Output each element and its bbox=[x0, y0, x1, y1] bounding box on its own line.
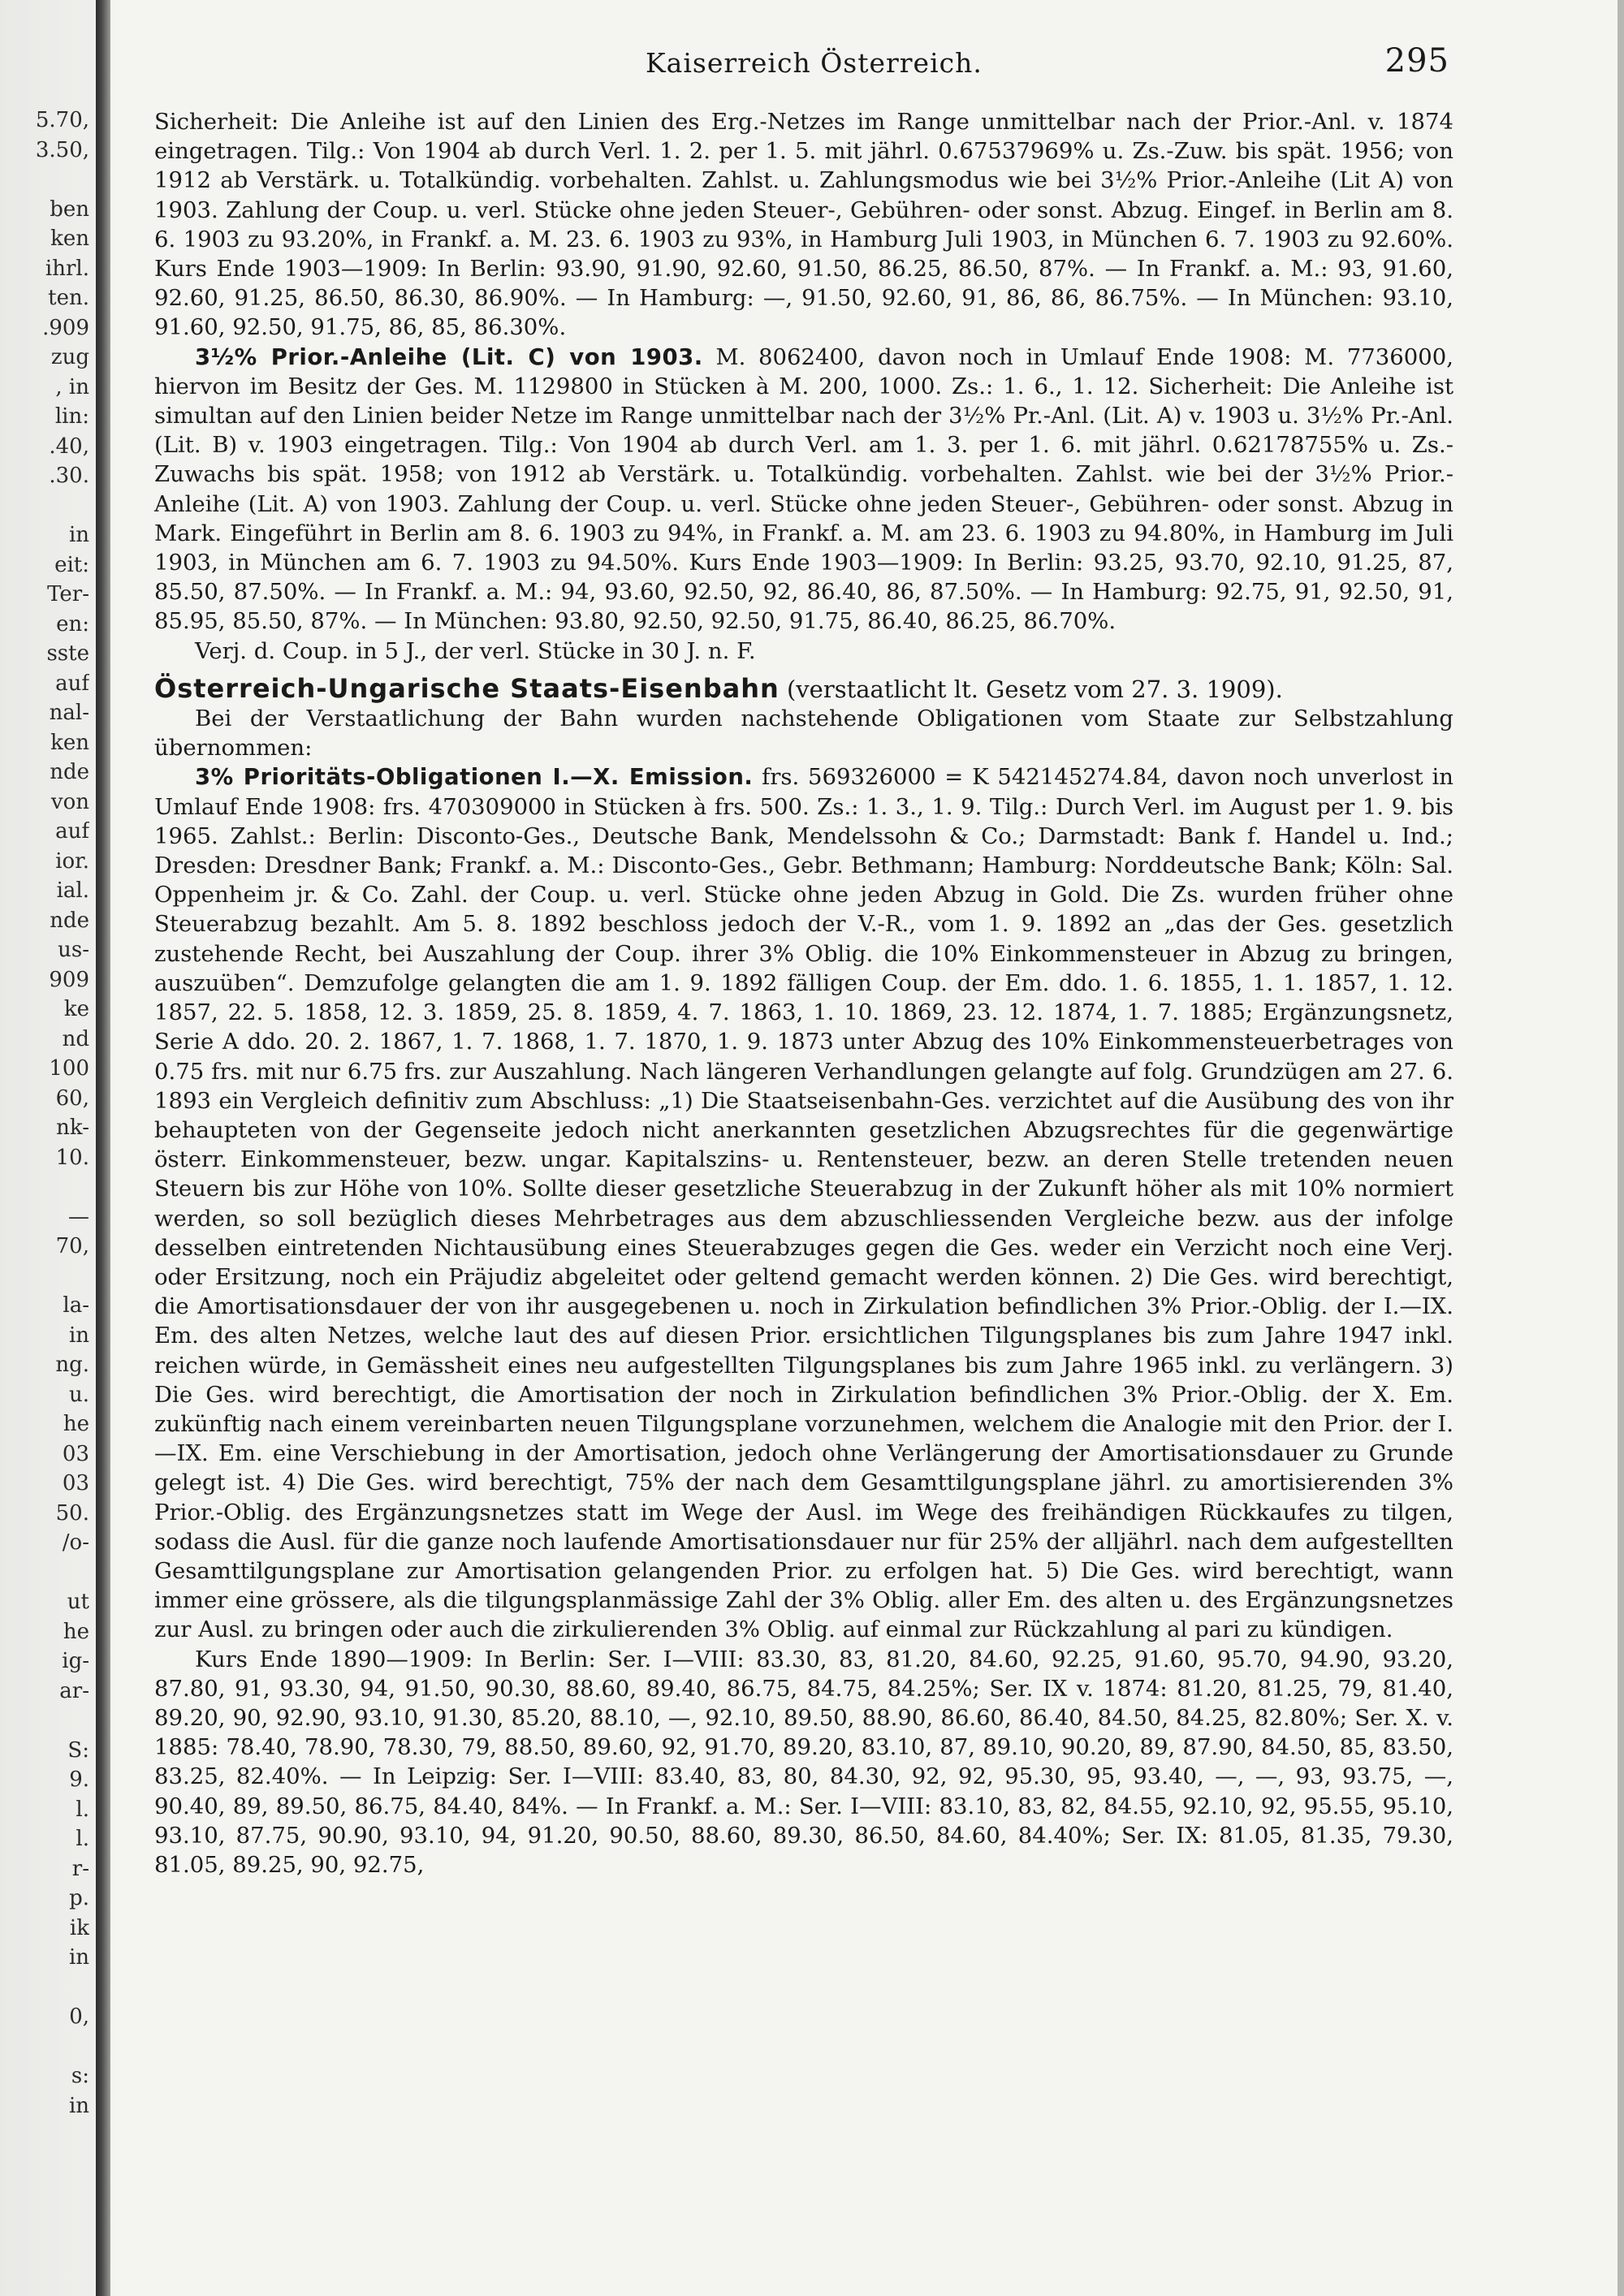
gutter-fragment: eit: bbox=[54, 552, 89, 577]
gutter-fragment bbox=[0, 165, 89, 195]
paragraph-verstaatlichung: Bei der Verstaatlichung der Bahn wurden nachstehende Obligationen vom Staate zur Selbstzahlung übernommen: bbox=[154, 706, 1453, 762]
gutter-fragment bbox=[0, 2032, 89, 2062]
gutter-fragment: nal- bbox=[49, 701, 89, 725]
gutter-fragment: u. bbox=[68, 1382, 89, 1407]
gutter-fragment: ior. bbox=[55, 848, 89, 874]
gutter-fragment: he bbox=[63, 1619, 89, 1644]
gutter-fragment bbox=[0, 1973, 89, 2003]
gutter-fragment bbox=[0, 1558, 89, 1588]
gutter-fragment: 03 bbox=[62, 1441, 89, 1466]
gutter-fragment: ng. bbox=[55, 1353, 89, 1377]
section-heading-line bbox=[154, 674, 1453, 704]
gutter-fragment: 100 bbox=[49, 1056, 89, 1081]
gutter-fragment: ik bbox=[69, 1915, 89, 1940]
gutter-fragment bbox=[0, 1706, 89, 1736]
gutter-fragment: 03 bbox=[62, 1471, 89, 1495]
gutter-fragment: s: bbox=[71, 2064, 89, 2088]
gutter-fragment: auf bbox=[55, 671, 89, 696]
gutter-fragment: 3.50, bbox=[35, 137, 89, 162]
gutter-fragment: ben bbox=[50, 196, 89, 222]
gutter-fragment: 5.70, bbox=[35, 108, 89, 132]
gutter-fragment: nd bbox=[62, 1026, 89, 1051]
text-prioritaets-obligationen: frs. 569326000 = K 542145274.84, davon noch unverlost in Umlauf Ende 1908: frs. 470309000 in Stücken à frs. 500. Zs.: 1. 3., 1. 9. Tilg.: Durch Verl. im August per 1. 9. bis 1965. Zahlst.: Berlin: Disconto-Ges., Deutsche Bank, Mendelssohn & Co.; Darmstadt: Bank f. Handel u. Ind.; Dresden: Dresdner Bank; Frankf. a. M.: Disconto-Ges., Gebr. Bethmann; Hamburg: Norddeutsche Bank; Köln: Sal. Oppenheim jr. & Co. Zahl. der Coup. u. verl. Stücke ohne jeden Abzug in Gold. Die Zs. wurden früher ohne Steuerabzug bezahlt. Am 5. 8. 1892 beschloss jedoch der V.-R., vom 1. 9. 1892 an „das der Ges. gesetzlich zustehende Recht, bei Auszahlung der Coup. ihrer 3% Oblig. die 10% Einkommensteuer in Abzug zu bringen, auszuüben“. Demzufolge gelangten die am 1. 9. 1892 fälligen Coup. der Em. ddo. 1. 6. 1855, 1. 1. 1857, 1. 12. 1857, 22. 5. 1858, 12. 3. 1859, 25. 8. 1859, 4. 7. 1863, 1. 10. 1869, 23. 12. 1874, 1. 7. 1885; Ergänzungsnetz, Serie A ddo. 20. 2. 1867, 1. 7. 1868, 1. 7. 1870, 1. 9. 1873 unter Abzug des 10% Einkommensteuerbetrages von 0.75 frs. mit nur 6.75 frs. zur Auszahlung. Nach längeren Verhandlungen gelangte auf folg. Grundzügen am 27. 6. 1893 ein Vergleich definitiv zum Abschluss: „1) Die Staatseisenbahn-Ges. verzichtet auf die Ausübung des von ihr behaupteten von der Gegenseite jedoch nicht anerkannten gesetzlichen Abzugsrechtes für die gegenwärtige österr. Einkommensteuer, bezw. ungar. Kapitalszins- u. Rentensteuer, bezw. an deren Stelle tretenden neuen Steuern bis zur Höhe von 10%. Sollte dieser gesetzliche Steuerabzug in der Zukunft höher als mit 10% normiert werden, so soll bezüglich dieses Mehrbetrages aus dem abzuschliessenden Vergleiche bezw. aus der infolge desselben eintretenden Nichtausübung eines Steuerabzuges gegen die Ges. weder ein Verzicht noch eine Verj. oder Ersitzung, noch ein Präjudiz abgeleitet oder geltend gemacht werden können. 2) Die Ges. wird berechtigt, die Amortisationsdauer der von ihr ausgegebenen u. noch in Zirkulation befindlichen 3% Prior.-Oblig. der I.—IX. Em. des alten Netzes, welche laut des auf diesen Prior. ersichtlichen Tilgungsplanes bis zum Jahre 1947 inkl. reichen würde, in Gemässheit eines neu aufgestellten Tilgungsplanes bis zum Jahre 1965 inkl. zu verlängern. 3) Die Ges. wird berechtigt, die Amortisation der noch in Zirkulation befindlichen 3% Prior.-Oblig. der X. Em. zukünftig nach einem vereinbarten neuen Tilgungsplane vorzunehmen, welchem die Analogie mit den Prior. der I.—IX. Em. eine Verschiebung in der Amortisation, jedoch ohne Verlängerung der Amortisationsdauer zu Grunde gelegt ist. 4) Die Ges. wird berechtigt, 75% der nach dem Gesamttilgungsplane jährl. zu amortisierenden 3% Prior.-Oblig. des Ergänzungsnetzes statt im Wege der Ausl. im Wege des freihändigen Rückkaufes zu tilgen, sodass die Ausl. für die ganze noch laufende Amortisationsdauer nur für 25% der alljährl. nach dem aufgestellten Gesamttilgungsplane zur Amortisation gelangenden Prior. zu erfolgen hat. 5) Die Ges. wird berechtigt, wann immer eine grössere, als die tilgungsplanmässige Zahl der 3% Oblig. aller Em. des alten u. des Ergänzungsnetzes zur Ausl. zu bringen oder auch die zirkulierenden 3% Oblig. auf einmal zur Rückzahlung al pari zu kündigen. bbox=[154, 764, 1453, 1643]
running-title: Kaiserreich Österreich. bbox=[646, 47, 983, 79]
gutter-fragment: p. bbox=[69, 1886, 89, 1910]
gutter-fragment: ar- bbox=[59, 1678, 89, 1703]
gutter-fragment: l. bbox=[76, 1827, 89, 1851]
adjacent-page-gutter bbox=[0, 106, 89, 2135]
gutter-fragment: S: bbox=[67, 1737, 89, 1763]
gutter-fragment: /o- bbox=[62, 1530, 89, 1555]
section-subheading: (verstaatlicht lt. Gesetz vom 27. 3. 1909). bbox=[779, 675, 1283, 703]
gutter-fragment: , in bbox=[55, 374, 89, 399]
gutter-fragment: ut bbox=[67, 1590, 89, 1614]
gutter-fragment: Ter- bbox=[47, 582, 89, 606]
paragraph-kurs-ende: Kurs Ende 1890—1909: In Berlin: Ser. I—VIII: 83.30, 83, 81.20, 84.60, 92.25, 91.60, 95.70, 94.90, 93.20, 87.80, 91, 93.30, 94, 91.50, 90.30, 88.60, 89.40, 86.75, 84.75, 84.25%; Ser. IX v. 1874: 81.20, 81.25, 79, 81.40, 89.20, 90, 92.90, 93.10, 91.30, 85.20, 88.10, —, 92.10, 89.50, 88.90, 86.60, 86.40, 84.50, 84.25, 82.80%; Ser. X. v. 1885: 78.40, 78.90, 78.30, 79, 88.50, 89.60, 92, 91.70, 89.20, 83.10, 87, 89.10, 90.20, 89, 87.90, 84.50, 85, 83.50, 83.25, 82.40%. — In Leipzig: Ser. I—VIII: 83.40, 83, 80, 84.30, 92, 92, 95.30, 95, 93.40, —, —, 93, 93.75, —, 90.40, 89, 89.50, 86.75, 84.40, 84%. — In Frankf. a. M.: Ser. I—VIII: 83.10, 83, 82, 84.55, 92.10, 92, 95.55, 95.10, 93.10, 87.75, 90.90, 93.10, 94, 91.20, 90.50, 88.60, 89.30, 86.50, 84.60, 84.40%; Ser. IX: 81.05, 81.35, 79.30, 81.05, 89.25, 90, 92.75, bbox=[154, 1646, 1453, 1878]
gutter-fragment: la- bbox=[63, 1293, 89, 1318]
gutter-fragment: nde bbox=[50, 908, 89, 933]
gutter-fragment: — bbox=[68, 1204, 89, 1229]
gutter-fragment: r- bbox=[71, 1856, 89, 1881]
heading-prioritaets-obligationen: 3% Prioritäts-Obligationen I.—X. Emission. bbox=[195, 764, 754, 791]
gutter-fragment: ihrl. bbox=[45, 256, 89, 281]
gutter-fragment: 60, bbox=[55, 1085, 89, 1111]
gutter-fragment bbox=[0, 1262, 89, 1292]
page-binding-edge bbox=[96, 0, 110, 2296]
gutter-fragment: 0, bbox=[69, 2005, 89, 2029]
gutter-fragment bbox=[0, 491, 89, 521]
gutter-fragment: .30. bbox=[49, 464, 89, 488]
gutter-fragment: zug bbox=[50, 345, 89, 369]
page-body bbox=[154, 107, 1453, 1880]
gutter-fragment: in bbox=[68, 2093, 89, 2118]
gutter-fragment: ke bbox=[63, 997, 89, 1021]
gutter-fragment: 10. bbox=[55, 1145, 89, 1170]
gutter-fragment: ten. bbox=[48, 286, 89, 310]
gutter-fragment: ial. bbox=[56, 878, 89, 903]
gutter-fragment: ken bbox=[50, 227, 89, 251]
gutter-fragment: 70, bbox=[55, 1234, 89, 1258]
gutter-fragment: sste bbox=[46, 641, 89, 666]
gutter-fragment: lin: bbox=[54, 404, 89, 429]
gutter-fragment: en: bbox=[56, 611, 89, 637]
gutter-fragment: in bbox=[68, 1323, 89, 1348]
gutter-fragment: 9. bbox=[69, 1767, 89, 1792]
gutter-fragment: nde bbox=[50, 760, 89, 784]
page-number: 295 bbox=[1384, 42, 1449, 80]
gutter-fragment: 909 bbox=[49, 967, 89, 992]
gutter-fragment: in bbox=[68, 523, 89, 547]
gutter-fragment: l. bbox=[76, 1797, 89, 1822]
paragraph-security-lit-b: Sicherheit: Die Anleihe ist auf den Linien des Erg.-Netzes im Range unmittelbar nach der Prior.-Anl. v. 1874 eingetragen. Tilg.: Von 1904 ab durch Verl. 1. 2. per 1. 5. mit jährl. 0.67537969% u. Zs.-Zuw. bis spät. 1956; von 1912 ab Verstärk. u. Totalkündig. vorbehalten. Zahlst. u. Zahlungsmodus wie bei 3½% Prior.-Anleihe (Lit A) von 1903. Zahlung der Coup. u. verl. Stücke ohne jeden Steuer-, Gebühren- oder sonst. Abzug. Eingef. in Berlin am 8. 6. 1903 zu 93.20%, in Frankf. a. M. 23. 6. 1903 zu 93%, in Hamburg Juli 1903, in München 6. 7. 1903 zu 92.60%. Kurs Ende 1903—1909: In Berlin: 93.90, 91.90, 92.60, 91.50, 86.25, 86.50, 87%. — In Frankf. a. M.: 93, 91.60, 92.60, 91.25, 86.50, 86.30, 86.90%. — In Hamburg: —, 91.50, 92.60, 91, 86, 86, 86.75%. — In München: 93.10, 91.60, 92.50, 91.75, 86, 85, 86.30%. bbox=[154, 109, 1453, 341]
paragraph-prioritaets-obligationen bbox=[154, 762, 1453, 1644]
gutter-fragment: ken bbox=[50, 730, 89, 755]
gutter-fragment: auf bbox=[55, 819, 89, 844]
gutter-fragment: 50. bbox=[55, 1500, 89, 1526]
gutter-fragment: .40, bbox=[49, 434, 89, 459]
text-prior-anleihe-lit-c: M. 8062400, davon noch in Umlauf Ende 1908: M. 7736000, hiervon im Besitz der Ges. M. 1129800 in Stücken à M. 200, 1000. Zs.: 1. 6., 1. 12. Sicherheit: Die Anleihe ist simultan auf den Linien beider Netze im Range unmittelbar nach der 3½% Pr.-Anl. (Lit. A) v. 1903 u. 3½% Pr.-Anl. (Lit. B) v. 1903 eingetragen. Tilg.: Von 1904 ab durch Verl. am 1. 3. per 1. 6. mit jährl. 0.62178755% u. Zs.-Zuwachs bis spät. 1958; von 1912 ab Verstärk. u. Totalkündig. vorbehalten. Zahlst. wie bei der 3½% Prior.-Anleihe (Lit. A) von 1903. Zahlung der Coup. u. verl. Stücke ohne jeden Steuer-, Gebühren- oder sonst. Abzug in Mark. Eingeführt in Berlin am 8. 6. 1903 zu 94%, in Frankf. a. M. am 23. 6. 1903 zu 94.80%, in Hamburg im Juli 1903, in München am 6. 7. 1903 zu 94.50%. Kurs Ende 1903—1909: In Berlin: 93.25, 93.70, 92.10, 91.25, 87, 85.50, 87.50%. — In Frankf. a. M.: 94, 93.60, 92.50, 92, 86.40, 86, 87.50%. — In Hamburg: 92.75, 91, 92.50, 91, 85.95, 85.50, 87%. — In München: 93.80, 92.50, 92.50, 91.75, 86.40, 86.25, 86.70%. bbox=[154, 343, 1453, 635]
gutter-fragment: he bbox=[63, 1412, 89, 1436]
gutter-fragment: .909 bbox=[42, 315, 89, 340]
paragraph-prior-anleihe-lit-c bbox=[154, 343, 1453, 637]
section-heading: Österreich-Ungarische Staats-Eisenbahn bbox=[154, 672, 780, 704]
gutter-fragment: von bbox=[50, 789, 89, 814]
gutter-fragment: in bbox=[68, 1945, 89, 1970]
gutter-fragment: ig- bbox=[62, 1649, 89, 1673]
heading-prior-anleihe-lit-c: 3½% Prior.-Anleihe (Lit. C) von 1903. bbox=[195, 343, 703, 370]
paragraph-verjaehrung: Verj. d. Coup. in 5 J., der verl. Stücke in 30 J. n. F. bbox=[195, 637, 756, 664]
page-right-edge bbox=[1618, 0, 1624, 2296]
gutter-fragment: us- bbox=[58, 938, 89, 962]
gutter-fragment bbox=[0, 1172, 89, 1202]
gutter-fragment: nk- bbox=[56, 1116, 89, 1140]
